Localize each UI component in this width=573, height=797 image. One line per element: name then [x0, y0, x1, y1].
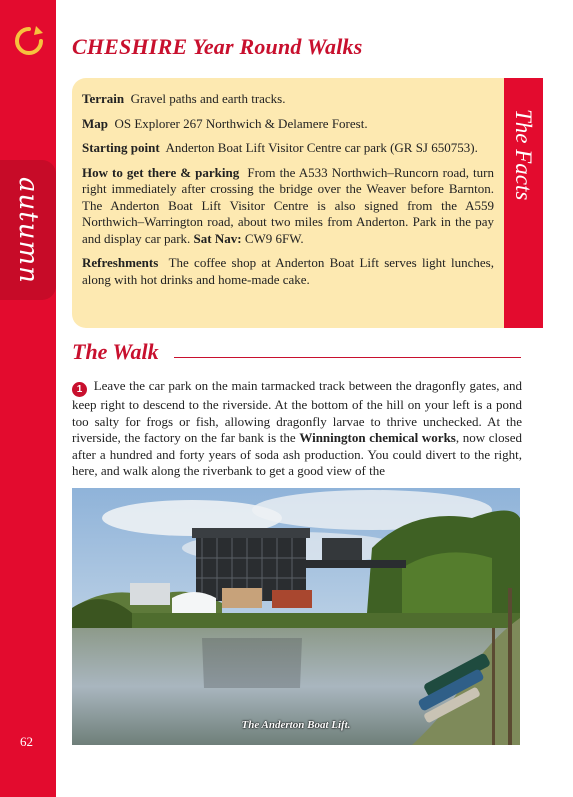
step-number-badge: 1 [72, 382, 87, 397]
walk-text-before: Leave the car park on the main tarmacked track between the dragonfly gates, and keep right to descend to the riverside. At the bottom of the hill on your left is a pond too salty for frogs or fish, allowing dragonfly larvae to thrive unchecked. At the riverside, the factory on the far bank is the [72, 378, 522, 445]
fact-terrain-text: Gravel paths and earth tracks. [130, 91, 286, 106]
fact-starting-point-text: Anderton Boat Lift Visitor Centre car park (GR SJ 650753). [165, 140, 478, 155]
facts-box [72, 78, 504, 328]
photo-caption: The Anderton Boat Lift. [241, 719, 351, 731]
refresh-circle-icon [12, 24, 46, 58]
fact-starting-point-label: Starting point [82, 140, 160, 155]
fact-map-text: OS Explorer 267 Northwich & Delamere Forest. [114, 115, 368, 131]
walk-text-after: , now closed after a hundred and forty years of soda ash production. You could divert to the right, here, and walk along the riverbank to get a good view of the [72, 430, 523, 478]
walk-heading: The Walk [72, 339, 159, 364]
walk-step-paragraph [72, 378, 522, 480]
fact-getting-there-text: From the A533 Northwich–Runcorn road, turn right immediately after crossing the bridge over the Weaver before Barnton. The Anderton Boat Lift Visitor Centre is also signed from the A559 Northwich–Warrington road, about two miles from Anderton. Park in the pay and display car park. [82, 164, 494, 246]
left-color-strip [0, 0, 56, 797]
fact-getting-there [82, 165, 494, 248]
fact-starting-point [82, 140, 494, 157]
page-title: CHESHIRE Year Round Walks [72, 34, 363, 59]
fact-terrain [82, 91, 494, 108]
boat-lift-photo [72, 488, 520, 745]
fact-map-label: Map [82, 115, 108, 131]
season-label: autumn [13, 176, 43, 284]
fact-refreshments-label: Refreshments [82, 255, 159, 270]
fact-terrain-label: Terrain [82, 91, 125, 106]
fact-map [82, 116, 494, 133]
facts-tab-label: The Facts [511, 109, 536, 201]
walk-heading-rule [174, 357, 521, 358]
satnav-label: Sat Nav: [193, 230, 242, 246]
page-number: 62 [20, 734, 33, 749]
fact-getting-there-label: How to get there & parking [82, 164, 240, 180]
fact-refreshments [82, 255, 494, 288]
fact-refreshments-text: The coffee shop at Anderton Boat Lift serves light lunches, along with hot drinks and home-made cake. [82, 255, 494, 287]
satnav-value: CW9 6FW. [244, 230, 304, 246]
walk-highlight: Winnington chemical works [299, 430, 456, 445]
